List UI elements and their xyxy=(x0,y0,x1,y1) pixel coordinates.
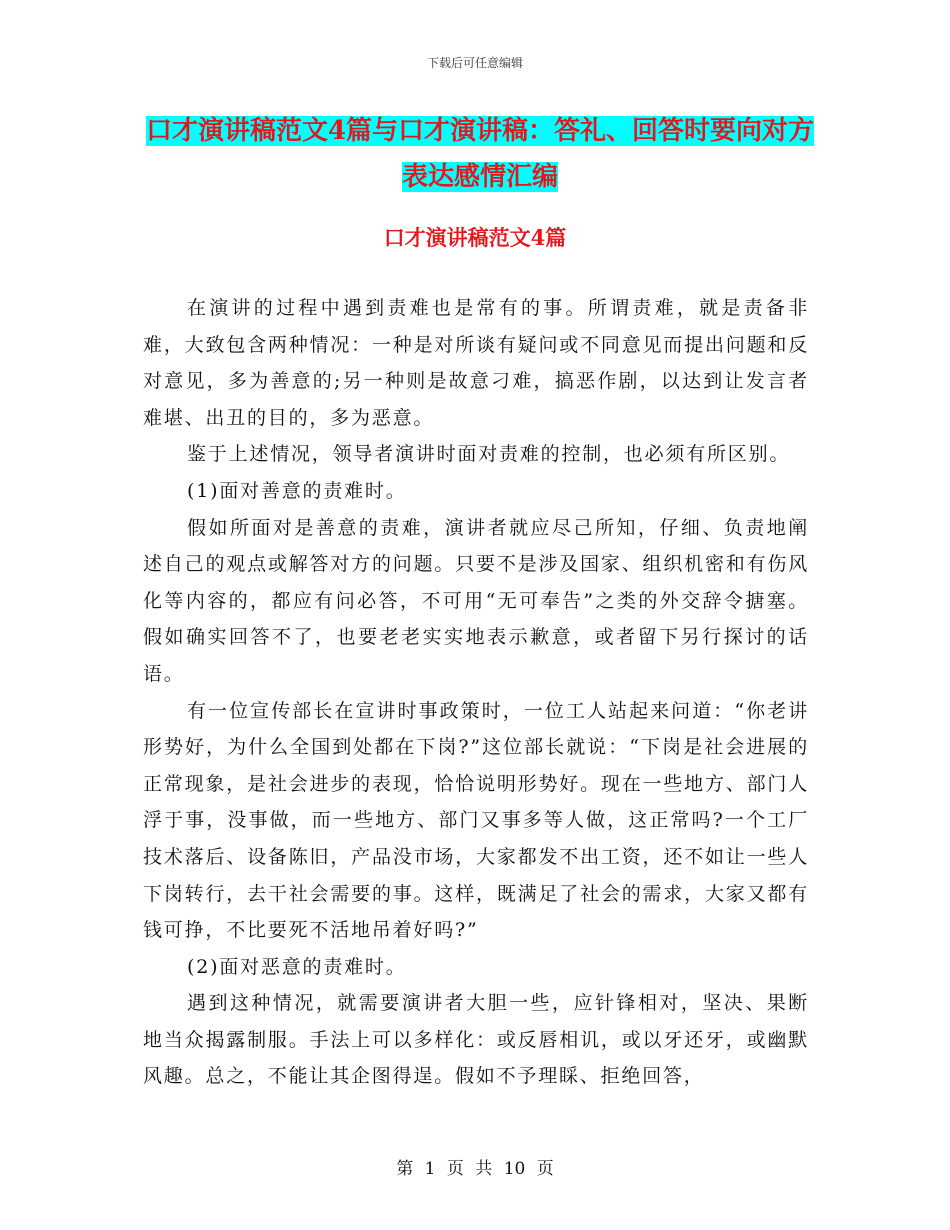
body-text xyxy=(143,290,809,1095)
document-title-text: 口才演讲稿范文4篇与口才演讲稿：答礼、回答时要向对方表达感情汇编 xyxy=(145,116,815,192)
paragraph: 在演讲的过程中遇到责难也是常有的事。所谓责难，就是责备非难，大致包含两种情况：一种是对所谈有疑问或不同意见而提出问题和反对意见，多为善意的;另一种则是故意刁难，搞恶作剧，以达到让发言者难堪、出丑的目的，多为恶意。 xyxy=(143,297,809,429)
paragraph: 假如所面对是善意的责难，演讲者就应尽己所知，仔细、负责地阐述自己的观点或解答对方的问题。只要不是涉及国家、组织机密和有伤风化等内容的，都应有问必答，不可用“无可奉告”之类的外交辞令搪塞。假如确实回答不了，也要老老实实地表示歉意，或者留下另行探讨的话语。 xyxy=(143,516,809,685)
section-title: 口才演讲稿范文4篇 xyxy=(383,225,567,250)
document-title xyxy=(140,108,820,200)
paragraph: 鉴于上述情况，领导者演讲时面对责难的控制，也必须有所区别。 xyxy=(187,443,791,466)
page-footer: 第 1 页 共 10 页 xyxy=(396,1159,554,1179)
paragraph: 遇到这种情况，就需要演讲者大胆一些，应针锋相对，坚决、果断地当众揭露制服。手法上可以多样化：或反唇相讥，或以牙还牙，或幽默风趣。总之，不能让其企图得逞。假如不予理睬、拒绝回答， xyxy=(143,992,809,1088)
paragraph: (1)面对善意的责难时。 xyxy=(187,479,407,502)
paragraph: (2)面对恶意的责难时。 xyxy=(187,955,407,978)
header-note: 下载后可任意编辑 xyxy=(426,56,523,70)
paragraph: 有一位宣传部长在宣讲时事政策时，一位工人站起来问道：“你老讲形势好，为什么全国到处都在下岗?”这位部长就说：“下岗是社会进展的正常现象，是社会进步的表现，恰恰说明形势好。现在一些地方、部门人浮于事，没事做，而一些地方、部门又事多等人做，这正常吗?一个工厂技术落后、设备陈旧，产品没市场，大家都发不出工资，还不如让一些人下岗转行，去干社会需要的事。这样，既满足了社会的需求，大家又都有钱可挣，不比要死不活地吊着好吗?” xyxy=(143,699,809,942)
